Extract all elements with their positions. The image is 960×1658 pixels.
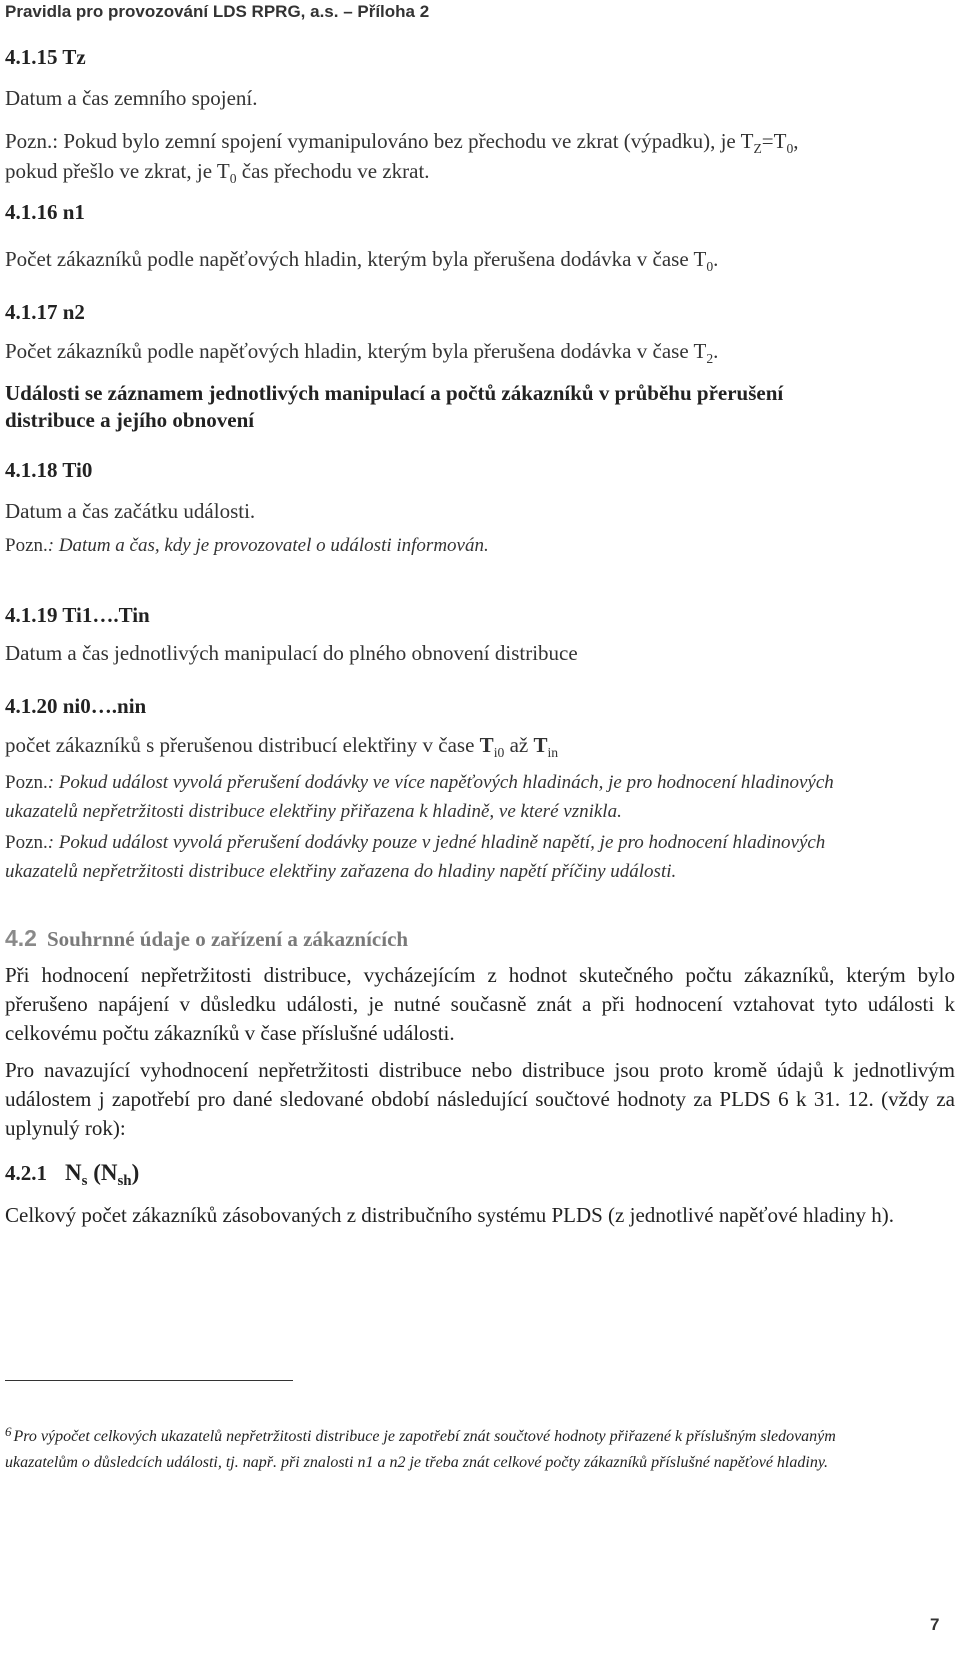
section-text-4-1-19: Datum a čas jednotlivých manipulací do plného obnovení distribuce: [5, 641, 578, 665]
footnote-line2: ukazatelům o důsledcích události, tj. např. při znalosti n1 a n2 je třeba znát celkové počty zákazníků příslušné napěťové hladiny.: [5, 1454, 829, 1471]
footnote-mark: 6: [5, 1423, 12, 1439]
note-prefix: Pozn.: [5, 832, 48, 853]
note-4-1-18: Pozn.: Datum a čas, kdy je provozovatel o události informován.: [5, 535, 489, 556]
note-4-1-20-b-line1: Pozn.: Pokud událost vyvolá přerušení dodávky pouze v jedné hladině napětí, je pro hodnocení hladinových: [5, 832, 826, 853]
section-heading-4-2-1: 4.2.1 $N_s$ $(N_{sh})$: [5, 1160, 140, 1190]
note-4-1-15-line1: Pozn.: Pokud bylo zemní spojení vymanipulováno bez přechodu ve zkrat (výpadku), je $T_Z=T_0$,: [5, 129, 799, 156]
note-4-1-20-b-line2: ukazatelů nepřetržitosti distribuce elektřiny zařazena do hladiny napětí příčiny události.: [5, 861, 677, 882]
footnote-line1: $^6$ Pro výpočet celkových ukazatelů nepřetržitosti distribuce je zapotřebí znát součtové hodnoty přiřazené k příslušným sledovaným: [5, 1423, 836, 1445]
section-heading-4-2: [5, 925, 408, 952]
running-header: Pravidla pro provozování LDS RPRG, a.s. – Příloha 2: [5, 2, 430, 21]
note-4-1-20-a-line1: Pozn.: Pokud událost vyvolá přerušení dodávky ve více napěťových hladinách, je pro hodnocení hladinových: [5, 772, 834, 793]
note-4-1-20-a-line2: ukazatelů nepřetržitosti distribuce elektřiny přiřazena k hladině, ve které vznikla.: [5, 801, 622, 822]
section-number: 4.2.1: [5, 1161, 47, 1185]
section-text-4-1-15: Datum a čas zemního spojení.: [5, 86, 258, 110]
section-heading-4-1-17: 4.1.17 n2: [5, 300, 85, 324]
section-text-4-1-16: Počet zákazníků podle napěťových hladin, kterým byla přerušena dodávka v čase $T_0$.: [5, 247, 719, 274]
events-heading-line2: distribuce a jejího obnovení: [5, 408, 255, 432]
section-text-4-1-18: Datum a čas začátku události.: [5, 499, 256, 523]
section-heading-4-1-15: 4.1.15 Tz: [5, 45, 86, 69]
section-heading-4-1-16: 4.1.16 n1: [5, 200, 85, 224]
section-title: Souhrnné údaje o zařízení a zákaznících: [46, 927, 409, 951]
section-number: 4.2: [5, 925, 37, 951]
paragraph-4-2-2: Pro navazující vyhodnocení nepřetržitosti distribuce nebo distribuce jsou proto kromě údajů k jednotlivým událostem j zapotřebí pro dané sledované období následující součtové hodnoty za PLDS 6 k 31. 12. (vždy za uplynulý rok):: [5, 1058, 955, 1140]
note-prefix: Pozn.: [5, 772, 48, 793]
events-heading-line1: Události se záznamem jednotlivých manipulací a počtů zákazníků v průběhu přerušení: [5, 381, 784, 405]
footnote-separator: [5, 1380, 293, 1381]
section-heading-4-1-18: 4.1.18 Ti0: [5, 458, 93, 482]
note-4-1-15-line2: pokud přešlo ve zkrat, je $T_0$ čas přechodu ve zkrat.: [5, 159, 430, 186]
note-prefix: Pozn.: [5, 535, 48, 556]
section-text-4-1-17: Počet zákazníků podle napěťových hladin, kterým byla přerušena dodávka v čase $T_2$.: [5, 339, 719, 366]
page-number: 7: [930, 1615, 940, 1634]
paragraph-4-2-1: Při hodnocení nepřetržitosti distribuce, vycházejícím z hodnot skutečného počtu zákazníků, kterým bylo přerušeno napájení v důsledku události, je nutné současně znát a při hodnocení vztahovat tyto události k celkovému počtu zákazníků v čase příslušné události.: [5, 963, 955, 1045]
note-prefix: Pozn.: [5, 129, 53, 153]
section-text-4-1-20: počet zákazníků s přerušenou distribucí elektřiny v čase $T_{i0}$ až $T_{in}$: [5, 733, 559, 760]
section-heading-4-1-20: 4.1.20 ni0….nin: [5, 694, 147, 718]
section-heading-4-1-19: 4.1.19 Ti1….Tin: [5, 603, 150, 627]
paragraph-4-2-1-text: Celkový počet zákazníků zásobovaných z distribučního systému PLDS (z jednotlivé napěťové hladiny h).: [5, 1203, 895, 1227]
